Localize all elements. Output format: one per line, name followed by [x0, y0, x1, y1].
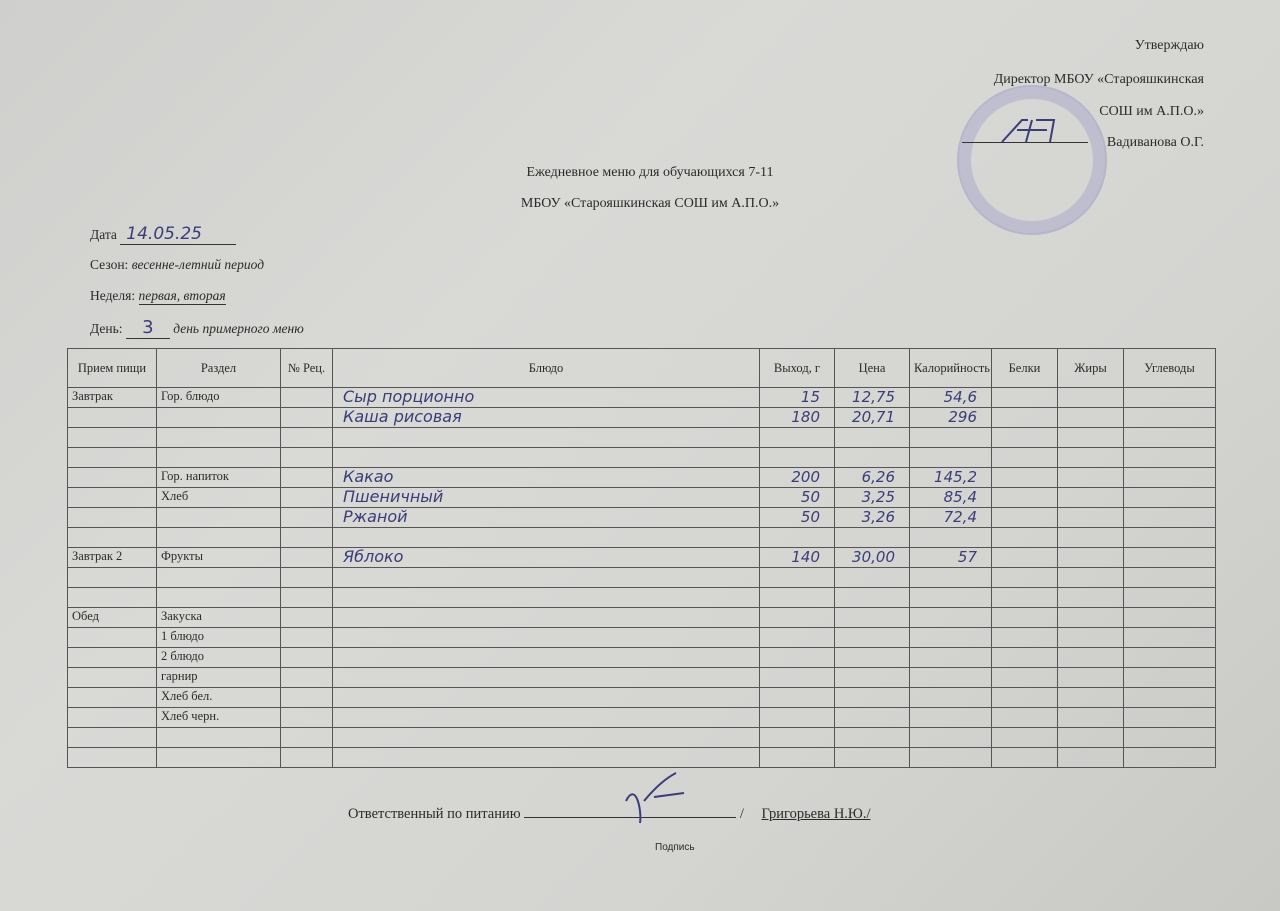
- date-label: Дата: [90, 227, 117, 242]
- table-cell: [910, 688, 992, 708]
- table-cell: [760, 648, 835, 668]
- table-cell: [1124, 408, 1216, 428]
- table-cell: [760, 708, 835, 728]
- table-cell: [760, 568, 835, 588]
- director-name: Вадиванова О.Г.: [1106, 135, 1204, 150]
- table-cell: [1124, 668, 1216, 688]
- table-cell: [281, 648, 333, 668]
- table-row: [68, 568, 1216, 588]
- table-cell: [1124, 508, 1216, 528]
- table-cell: [333, 528, 760, 548]
- table-cell: [281, 628, 333, 648]
- table-cell: 180: [760, 408, 835, 428]
- table-cell: [1124, 528, 1216, 548]
- table-cell: [992, 508, 1058, 528]
- table-cell: [333, 708, 760, 728]
- director-signature-icon: [962, 116, 1088, 146]
- table-cell: [157, 728, 281, 748]
- signature-caption: Подпись: [655, 842, 695, 853]
- table-cell: [281, 428, 333, 448]
- table-cell: [910, 668, 992, 688]
- table-cell: [835, 428, 910, 448]
- table-cell: [281, 468, 333, 488]
- table-cell: [992, 568, 1058, 588]
- table-cell: [281, 508, 333, 528]
- column-header: Белки: [992, 349, 1058, 388]
- approval-position-line1: Директор МБОУ «Старояшкинская: [993, 72, 1204, 87]
- table-cell: [157, 428, 281, 448]
- table-cell: [1124, 448, 1216, 468]
- responsible-name: Григорьева Н.Ю./: [761, 806, 871, 822]
- day-row: [90, 317, 304, 339]
- table-cell: [760, 628, 835, 648]
- table-cell: [333, 428, 760, 448]
- table-cell: [992, 708, 1058, 728]
- table-cell: [835, 648, 910, 668]
- table-cell: [1124, 388, 1216, 408]
- table-row: [68, 508, 1216, 528]
- approval-position-line2: СОШ им А.П.О.»: [1099, 104, 1204, 119]
- table-row: [68, 628, 1216, 648]
- table-cell: Гор. блюдо: [157, 388, 281, 408]
- table-cell: Хлеб черн.: [157, 708, 281, 728]
- menu-table: [67, 348, 1216, 768]
- table-cell: [68, 508, 157, 528]
- table-cell: [157, 408, 281, 428]
- table-cell: [68, 408, 157, 428]
- table-cell: [333, 628, 760, 648]
- table-cell: [157, 568, 281, 588]
- column-header: № Рец.: [281, 349, 333, 388]
- table-cell: [333, 648, 760, 668]
- column-header: Калорийность: [910, 349, 992, 388]
- table-cell: [992, 408, 1058, 428]
- table-cell: [992, 668, 1058, 688]
- season-label: Сезон:: [90, 257, 129, 272]
- table-cell: [1058, 748, 1124, 768]
- table-cell: [281, 528, 333, 548]
- table-cell: [992, 548, 1058, 568]
- table-cell: [992, 488, 1058, 508]
- table-cell: [281, 708, 333, 728]
- table-cell: [68, 708, 157, 728]
- table-cell: 1 блюдо: [157, 628, 281, 648]
- table-cell: [835, 748, 910, 768]
- table-cell: [1058, 648, 1124, 668]
- column-header: Жиры: [1058, 349, 1124, 388]
- table-cell: [1058, 468, 1124, 488]
- table-cell: [1058, 608, 1124, 628]
- table-cell: [157, 508, 281, 528]
- table-cell: [1058, 408, 1124, 428]
- responsible-label: Ответственный по питанию: [348, 806, 521, 822]
- table-cell: Обед: [68, 608, 157, 628]
- table-cell: 50: [760, 508, 835, 528]
- table-cell: [68, 668, 157, 688]
- table-cell: 12,75: [835, 388, 910, 408]
- table-cell: Яблоко: [333, 548, 760, 568]
- table-cell: [281, 688, 333, 708]
- table-cell: [1124, 728, 1216, 748]
- table-cell: [281, 548, 333, 568]
- approve-word: Утверждаю: [1134, 38, 1204, 53]
- table-cell: 140: [760, 548, 835, 568]
- table-cell: 296: [910, 408, 992, 428]
- day-label: День:: [90, 321, 123, 336]
- table-cell: [992, 588, 1058, 608]
- table-cell: Фрукты: [157, 548, 281, 568]
- table-cell: [1058, 668, 1124, 688]
- table-cell: [760, 588, 835, 608]
- table-cell: [910, 748, 992, 768]
- date-value: 14.05.25: [120, 224, 236, 245]
- table-cell: Сыр порционно: [333, 388, 760, 408]
- table-cell: [68, 588, 157, 608]
- table-row: [68, 428, 1216, 448]
- table-cell: [910, 628, 992, 648]
- table-cell: [760, 688, 835, 708]
- table-cell: 6,26: [835, 468, 910, 488]
- table-cell: [760, 448, 835, 468]
- document-title-line2: МБОУ «Старояшкинская СОШ им А.П.О.»: [520, 196, 780, 211]
- table-cell: [1058, 688, 1124, 708]
- table-cell: 54,6: [910, 388, 992, 408]
- table-cell: [1124, 748, 1216, 768]
- table-cell: [68, 748, 157, 768]
- table-row: [68, 608, 1216, 628]
- director-signature-line: [962, 128, 1088, 143]
- table-row: [68, 728, 1216, 748]
- table-cell: [760, 608, 835, 628]
- table-cell: [1124, 628, 1216, 648]
- table-cell: [910, 708, 992, 728]
- table-cell: [68, 448, 157, 468]
- table-cell: [760, 528, 835, 548]
- table-cell: [760, 728, 835, 748]
- table-cell: [157, 528, 281, 548]
- table-cell: [992, 608, 1058, 628]
- table-cell: [760, 748, 835, 768]
- document-title-line1: Ежедневное меню для обучающихся 7-11: [526, 165, 774, 180]
- table-cell: [835, 568, 910, 588]
- table-cell: [910, 608, 992, 628]
- table-cell: [992, 448, 1058, 468]
- responsible-signature-line: [524, 803, 736, 818]
- table-cell: [992, 428, 1058, 448]
- table-cell: [992, 648, 1058, 668]
- table-cell: [992, 688, 1058, 708]
- table-cell: [835, 588, 910, 608]
- table-cell: [835, 448, 910, 468]
- table-cell: [1058, 548, 1124, 568]
- table-cell: [910, 588, 992, 608]
- table-row: [68, 448, 1216, 468]
- table-cell: [992, 468, 1058, 488]
- table-cell: [1124, 588, 1216, 608]
- table-cell: [992, 728, 1058, 748]
- table-cell: [835, 708, 910, 728]
- table-cell: Гор. напиток: [157, 468, 281, 488]
- table-cell: [910, 448, 992, 468]
- table-cell: [835, 628, 910, 648]
- table-cell: [1058, 628, 1124, 648]
- table-cell: [1058, 568, 1124, 588]
- table-cell: [333, 668, 760, 688]
- responsible-signature-icon: [614, 771, 694, 831]
- table-cell: [1124, 608, 1216, 628]
- table-cell: [1058, 528, 1124, 548]
- table-cell: [157, 448, 281, 468]
- season-row: [90, 257, 264, 273]
- table-cell: [992, 528, 1058, 548]
- table-cell: [910, 568, 992, 588]
- table-cell: [1058, 448, 1124, 468]
- table-cell: Хлеб: [157, 488, 281, 508]
- table-cell: [835, 528, 910, 548]
- table-cell: [68, 688, 157, 708]
- column-header: Блюдо: [333, 349, 760, 388]
- table-row: [68, 588, 1216, 608]
- table-cell: [1058, 488, 1124, 508]
- table-cell: [68, 468, 157, 488]
- table-cell: [1124, 648, 1216, 668]
- table-cell: [281, 408, 333, 428]
- table-cell: 15: [760, 388, 835, 408]
- table-cell: [281, 668, 333, 688]
- column-header: Углеводы: [1124, 349, 1216, 388]
- table-cell: [1124, 488, 1216, 508]
- table-cell: [1058, 588, 1124, 608]
- table-cell: гарнир: [157, 668, 281, 688]
- table-cell: [835, 668, 910, 688]
- table-cell: [68, 648, 157, 668]
- table-cell: 20,71: [835, 408, 910, 428]
- table-row: [68, 468, 1216, 488]
- table-cell: [333, 688, 760, 708]
- table-cell: [1124, 428, 1216, 448]
- table-cell: [1124, 468, 1216, 488]
- table-row: [68, 488, 1216, 508]
- table-cell: Хлеб бел.: [157, 688, 281, 708]
- table-cell: [910, 428, 992, 448]
- official-stamp: [957, 85, 1107, 235]
- table-cell: [333, 608, 760, 628]
- table-cell: [333, 748, 760, 768]
- week-value: первая, вторая: [138, 288, 226, 303]
- table-cell: 3,25: [835, 488, 910, 508]
- table-row: [68, 668, 1216, 688]
- table-cell: [1058, 388, 1124, 408]
- table-cell: 50: [760, 488, 835, 508]
- table-cell: [992, 748, 1058, 768]
- table-cell: [1058, 428, 1124, 448]
- table-cell: [281, 388, 333, 408]
- season-value: весенне-летний период: [131, 257, 265, 272]
- column-header: Прием пищи: [68, 349, 157, 388]
- table-cell: [910, 528, 992, 548]
- table-cell: [992, 628, 1058, 648]
- table-cell: [1058, 508, 1124, 528]
- table-cell: [68, 628, 157, 648]
- table-cell: [281, 568, 333, 588]
- table-cell: [281, 448, 333, 468]
- footer-separator: /: [739, 806, 744, 822]
- table-row: [68, 548, 1216, 568]
- table-cell: Каша рисовая: [333, 408, 760, 428]
- table-cell: [835, 608, 910, 628]
- week-row: [90, 288, 226, 305]
- table-cell: 2 блюдо: [157, 648, 281, 668]
- table-cell: 57: [910, 548, 992, 568]
- table-cell: 145,2: [910, 468, 992, 488]
- column-header: Цена: [835, 349, 910, 388]
- table-cell: Пшеничный: [333, 488, 760, 508]
- table-cell: [68, 428, 157, 448]
- table-cell: [157, 588, 281, 608]
- table-row: [68, 408, 1216, 428]
- table-cell: 3,26: [835, 508, 910, 528]
- table-body: [68, 388, 1216, 768]
- footer-row: [348, 803, 870, 823]
- table-cell: [281, 728, 333, 748]
- table-header-row: [68, 349, 1216, 388]
- table-cell: [333, 568, 760, 588]
- date-row: [90, 224, 236, 245]
- table-cell: [68, 488, 157, 508]
- table-cell: [333, 588, 760, 608]
- table-cell: [68, 568, 157, 588]
- table-cell: [333, 448, 760, 468]
- table-cell: [68, 728, 157, 748]
- table-cell: [1124, 688, 1216, 708]
- table-cell: Какао: [333, 468, 760, 488]
- table-cell: [910, 648, 992, 668]
- table-cell: [760, 668, 835, 688]
- table-row: [68, 748, 1216, 768]
- column-header: Выход, г: [760, 349, 835, 388]
- table-cell: Закуска: [157, 608, 281, 628]
- table-cell: [281, 748, 333, 768]
- table-cell: [1124, 548, 1216, 568]
- week-label: Неделя:: [90, 288, 136, 303]
- table-cell: 85,4: [910, 488, 992, 508]
- table-cell: [835, 728, 910, 748]
- table-cell: [281, 588, 333, 608]
- table-cell: [1058, 728, 1124, 748]
- table-cell: 200: [760, 468, 835, 488]
- day-value: 3: [126, 317, 170, 339]
- table-cell: [68, 528, 157, 548]
- table-row: [68, 688, 1216, 708]
- table-row: [68, 528, 1216, 548]
- table-cell: Завтрак 2: [68, 548, 157, 568]
- table-cell: [281, 608, 333, 628]
- table-cell: [1058, 708, 1124, 728]
- day-suffix: день примерного меню: [173, 321, 304, 336]
- column-header: Раздел: [157, 349, 281, 388]
- table-row: [68, 708, 1216, 728]
- table-cell: [910, 728, 992, 748]
- table-cell: [333, 728, 760, 748]
- table-cell: [835, 688, 910, 708]
- table-cell: [1124, 708, 1216, 728]
- table-cell: 30,00: [835, 548, 910, 568]
- table-cell: Ржаной: [333, 508, 760, 528]
- table-cell: Завтрак: [68, 388, 157, 408]
- table-cell: [157, 748, 281, 768]
- table-cell: [1124, 568, 1216, 588]
- table-cell: [281, 488, 333, 508]
- table-row: [68, 648, 1216, 668]
- table-row: [68, 388, 1216, 408]
- table-cell: [760, 428, 835, 448]
- table-cell: [992, 388, 1058, 408]
- table-cell: 72,4: [910, 508, 992, 528]
